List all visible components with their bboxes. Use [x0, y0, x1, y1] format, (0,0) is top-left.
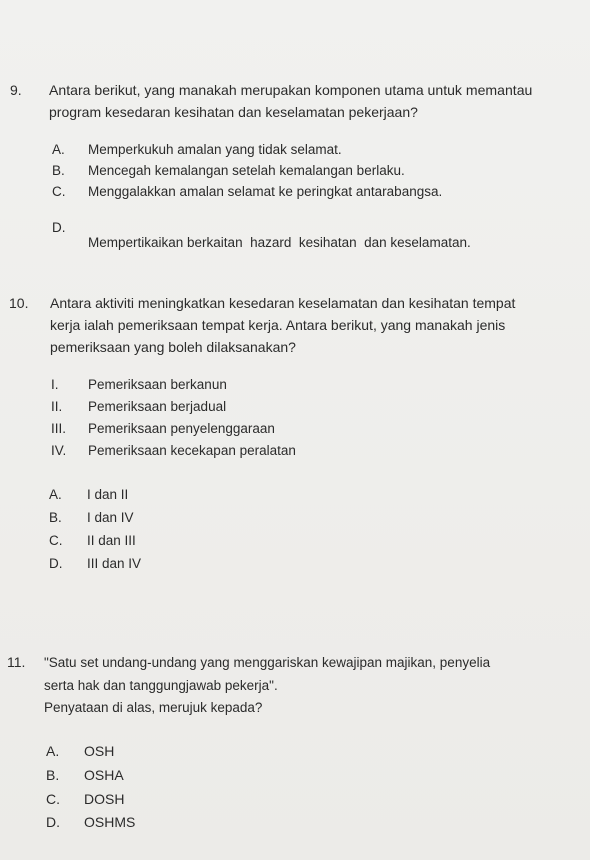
question-stem-line: pemeriksaan yang boleh dilaksanakan? — [50, 339, 296, 355]
option-key: B. — [46, 767, 60, 783]
question-stem-line: program kesedaran kesihatan dan keselamatan pekerjaan? — [49, 104, 418, 120]
option-text: OSHMS — [84, 814, 136, 830]
option-key: A. — [52, 142, 65, 157]
option-key: D. — [49, 556, 63, 571]
option-text: DOSH — [84, 791, 125, 807]
statement-text: Pemeriksaan berkanun — [88, 377, 227, 392]
question-number: 11. — [7, 654, 26, 670]
question-stem-line: Penyataan di alas, merujuk kepada? — [44, 700, 263, 715]
statement-text: Pemeriksaan penyelenggaraan — [88, 421, 275, 436]
option-text: II dan III — [87, 533, 136, 548]
statement-key: IV. — [51, 443, 67, 458]
option-text: Menggalakkan amalan selamat ke peringkat antarabangsa. — [88, 184, 443, 199]
question-number: 10. — [9, 295, 29, 311]
statement-key: III. — [51, 421, 67, 436]
option-text: Mempertikaikan berkaitan hazard kesihatan dan keselamatan. — [88, 235, 471, 250]
option-key: B. — [49, 510, 62, 525]
option-key: C. — [52, 184, 66, 199]
option-key: C. — [49, 533, 63, 548]
option-text: OSH — [84, 743, 115, 759]
option-text: OSHA — [84, 767, 124, 783]
option-key: C. — [46, 791, 60, 807]
statement-text: Pemeriksaan kecekapan peralatan — [88, 443, 296, 458]
answer-option-d[interactable] — [52, 205, 471, 265]
statement-key: I. — [51, 377, 59, 392]
option-key: D. — [46, 814, 60, 830]
option-text: III dan IV — [87, 556, 142, 571]
option-text: Mencegah kemalangan setelah kemalangan berlaku. — [88, 163, 405, 178]
statement-text: Pemeriksaan berjadual — [88, 399, 227, 414]
question-stem-line: serta hak dan tanggungjawab pekerja". — [44, 678, 278, 693]
option-key: B. — [52, 163, 65, 178]
question-stem-line: Antara berikut, yang manakah merupakan komponen utama untuk memantau — [49, 82, 533, 98]
option-text: I dan II — [87, 487, 129, 502]
question-number: 9. — [10, 82, 22, 98]
question-stem-line: kerja ialah pemeriksaan tempat kerja. Antara berikut, yang manakah jenis — [50, 317, 506, 333]
option-key: D. — [52, 220, 66, 235]
statement-key: II. — [51, 399, 63, 414]
option-key: A. — [46, 743, 60, 759]
question-stem-line: Antara aktiviti meningkatkan kesedaran keselamatan dan kesihatan tempat — [50, 295, 516, 311]
option-text: I dan IV — [87, 510, 134, 525]
question-stem-line: "Satu set undang-undang yang menggariskan kewajipan majikan, penyelia — [44, 655, 491, 670]
option-text: Memperkukuh amalan yang tidak selamat. — [88, 142, 342, 157]
option-key: A. — [49, 487, 62, 502]
